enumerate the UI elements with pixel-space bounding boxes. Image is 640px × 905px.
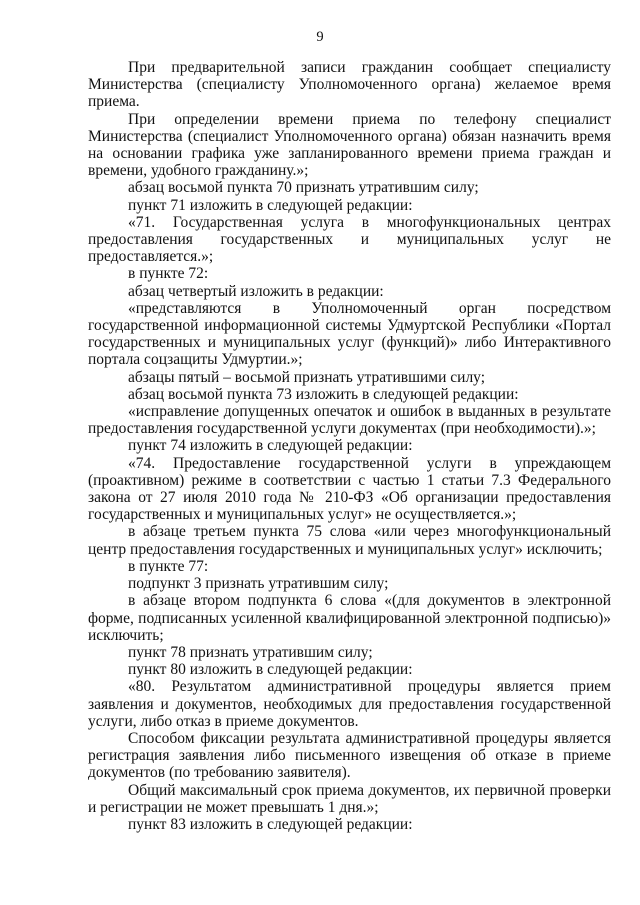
paragraph: в абзаце втором подпункта 6 слова «(для документов в электронной форме, подписанных усиленной квалифицированной электронной подписью)» исключить; (88, 592, 611, 644)
paragraph: в пункте 72: (128, 265, 209, 283)
paragraph: пункт 74 изложить в следующей редакции: (128, 437, 413, 455)
paragraph: пункт 83 изложить в следующей редакции: (128, 815, 413, 833)
paragraph: «80. Результатом административной процедуры является прием заявления и документов, необходимых для предоставления государственной услуги, либо отказ в приеме документов. (88, 678, 611, 730)
paragraph: подпункт 3 признать утратившим силу; (128, 575, 389, 593)
paragraph: Способом фиксации результата административной процедуры является регистрация заявления либо письменного извещения об отказе в приеме документов (по требованию заявителя). (88, 729, 611, 782)
paragraph: абзац восьмой пункта 70 признать утратившим силу; (128, 179, 479, 197)
paragraph: пункт 80 изложить в следующей редакции: (128, 661, 413, 679)
paragraph: абзац восьмой пункта 73 изложить в следующей редакции: (128, 385, 519, 403)
paragraph: «71. Государственная услуга в многофункциональных центрах предоставления государственных и муниципальных услуг не предоставляется.»; (88, 213, 611, 266)
paragraph: пункт 78 признать утратившим силу; (128, 643, 373, 661)
paragraph: «исправление допущенных опечаток и ошибок в выданных в результате предоставления государственной услуги документах (при необходимости).»; (88, 403, 611, 438)
paragraph: пункт 71 изложить в следующей редакции: (128, 196, 413, 214)
paragraph: Общий максимальный срок приема документов, их первичной проверки и регистрации не может превышать 1 дня.»; (88, 781, 611, 816)
document-body (88, 59, 611, 833)
paragraph: абзац четвертый изложить в редакции: (128, 282, 384, 300)
page-number: 9 (316, 29, 324, 45)
paragraph: При предварительной записи гражданин сообщает специалисту Министерства (специалисту Уполномоченного органа) желаемое время приема. (88, 59, 611, 111)
paragraph: При определении времени приема по телефону специалист Министерства (специалист Уполномоченного органа) обязан назначить время на основании графика уже запланированного времени приема граждан и времени, удобного гражданину.»; (88, 110, 611, 180)
paragraph: в пункте 77: (128, 557, 209, 575)
paragraph: «представляются в Уполномоченный орган посредством государственной информационной системы Удмуртской Республики «Портал государственных и муниципальных услуг (функций)» либо Интерактивного портала соцзащиты Удмуртии.»; (88, 299, 611, 369)
paragraph: «74. Предоставление государственной услуги в упреждающем (проактивном) режиме в соответствии с частью 1 статьи 7.3 Федерального закона от 27 июля 2010 года № 210-ФЗ «Об организации предоставления государственных и муниципальных услуг» не осуществляется.»; (88, 454, 611, 524)
paragraph: в абзаце третьем пункта 75 слова «или через многофункциональный центр предоставления государственных и муниципальных услуг» исключить; (88, 523, 611, 558)
paragraph: абзацы пятый – восьмой признать утратившими силу; (128, 368, 486, 386)
